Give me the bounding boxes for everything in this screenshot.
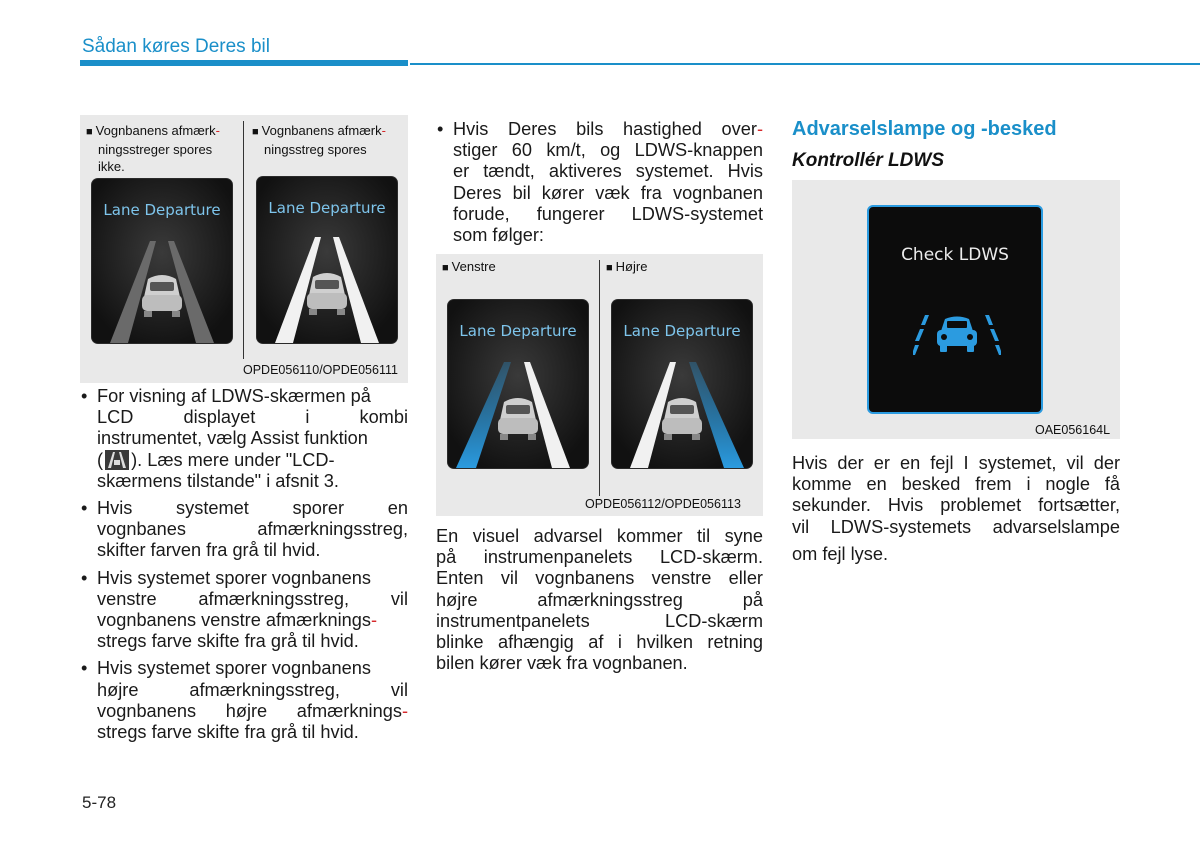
screen-title: Lane Departure <box>268 199 386 217</box>
lane-assist-icon <box>103 450 131 470</box>
figure-caption-left: ■ Vognbanens afmærk- ningsstreger spores ikke. <box>86 123 220 174</box>
page-number: 5-78 <box>82 793 117 812</box>
screen-title: Lane Departure <box>459 322 577 340</box>
list-item: • Hvis systemet sporer vognbanens højre afmærkningsstreg, vil vognbanens højre afmærknings- stregs farve skifte fra grå til hvid. <box>80 658 408 743</box>
lcd-screen-tracked <box>257 177 397 343</box>
list-item: • Hvis Deres bils hastighed over- stiger 60 km/t, og LDWS-knappen er tændt, aktiveres systemet. Hvis Deres bil kører væk fra vognbanen forude, fungerer LDWS-systemet som følger: <box>436 119 763 246</box>
column-2-intro <box>436 119 763 252</box>
list-item: • Hvis systemet sporer vognbanens venstre afmærkningsstreg, vil vognbanens venstre afmærknings- stregs farve skifte fra grå til hvid. <box>80 568 408 653</box>
screen-title: Lane Departure <box>103 201 221 219</box>
header-rule-thin <box>410 63 1200 65</box>
figure-code: OPDE056110/OPDE056111 <box>243 363 398 377</box>
list-item: • Hvis systemet sporer en vognbanes afmærkningsstreg, skifter farven fra grå til hvid. <box>80 498 408 562</box>
chapter-title: Sådan køres Deres bil <box>82 36 270 57</box>
column-2-paragraph: En visuel advarsel kommer til syne på instrumenpanelets LCD-skærm. Enten vil vognbanens venstre eller højre afmærkningsstreg på instrumentpanelets LCD-skærm blinke afhængig af i hvilken retning bilen kører væk fra vognbanen. <box>436 526 763 674</box>
section-heading: Advarselslampe og -besked <box>792 118 1057 140</box>
car-icon <box>142 275 182 317</box>
figure-check-ldws <box>792 180 1120 439</box>
lcd-screen-right-departure <box>612 300 752 468</box>
car-icon <box>307 273 347 315</box>
figure-code: OPDE056112/OPDE056113 <box>585 497 741 511</box>
figure-divider <box>243 121 244 359</box>
car-icon <box>662 398 702 440</box>
column-3-paragraph: Hvis der er en fejl I systemet, vil der komme en besked frem i nogle få sekunder. Hvis problemet fortsætter, vil LDWS-systemets advarselslampe om fejl lyse. <box>792 453 1120 564</box>
figure-code: OAE056164L <box>1035 423 1111 437</box>
warning-display <box>867 205 1043 414</box>
figure-lane-display-tracking <box>80 115 408 383</box>
list-item: • For visning af LDWS-skærmen på LCD displayet i kombi instrumentet, vælg Assist funktion ( ). Læs mere under "LCD- skærmens tilstande" i afsnit 3. <box>80 386 408 492</box>
figure-caption-right: ■ Vognbanens afmærk- ningsstreg spores <box>252 123 386 157</box>
lcd-screen-untracked <box>92 179 232 343</box>
header-rule-thick <box>80 60 408 66</box>
figure-divider <box>599 260 600 496</box>
car-icon <box>498 398 538 440</box>
column-1-text <box>80 386 408 749</box>
figure-label-left: ■ Venstre <box>442 259 496 274</box>
lcd-screen-left-departure <box>448 300 588 468</box>
lane-departure-warning-icon <box>913 311 1001 357</box>
figure-lane-departure-warning <box>436 254 763 516</box>
screen-title: Lane Departure <box>623 322 741 340</box>
figure-label-right: ■ Højre <box>606 259 648 274</box>
warning-message: Check LDWS <box>901 245 1009 265</box>
subsection-heading: Kontrollér LDWS <box>792 150 944 171</box>
